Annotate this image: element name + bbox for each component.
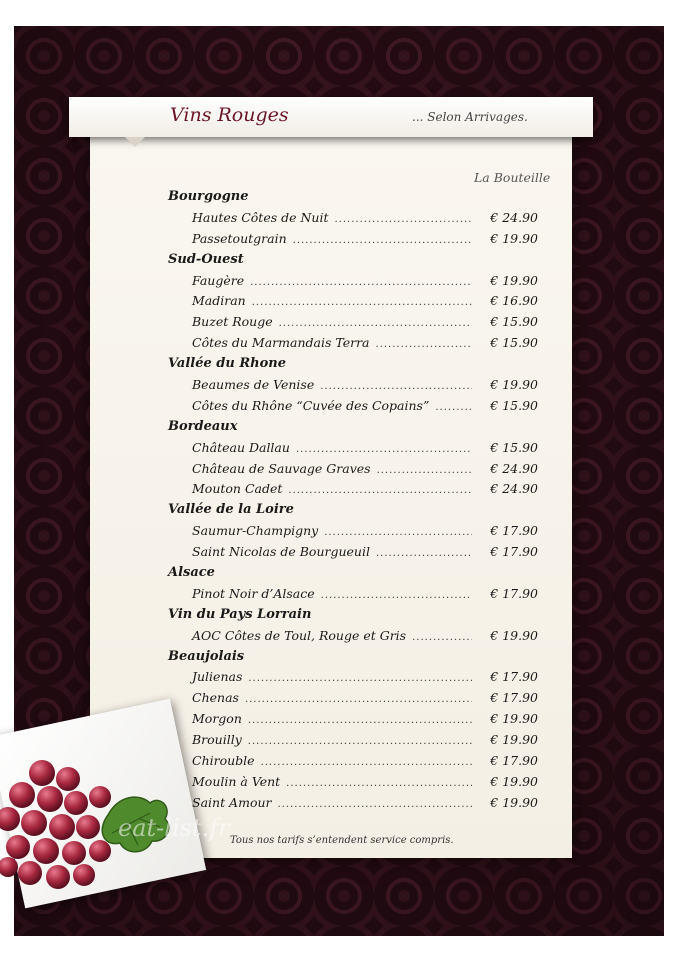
wine-row [168,396,538,417]
wine-row [168,584,538,605]
wine-price: € 15.90 [490,314,538,330]
wine-price: € 15.90 [490,335,538,351]
banner-fold [125,137,145,147]
wine-row [168,479,538,500]
wine-price: € 19.90 [490,794,538,810]
region-heading: Beaujolais [168,648,245,664]
dot-leader [377,461,472,482]
wine-row [168,542,538,563]
dot-leader [250,273,472,294]
wine-row [168,291,538,312]
dot-leader [324,523,472,544]
wine-price: € 19.90 [490,773,538,789]
wine-row [168,375,538,396]
dot-leader [335,210,473,231]
wine-price: € 17.90 [490,585,538,601]
wine-row [168,626,538,647]
wine-name: Chirouble [192,753,255,769]
wine-name: Brouilly [192,732,242,748]
wine-price: € 17.90 [490,523,538,539]
dot-leader [279,314,472,335]
wine-price: € 19.90 [490,732,538,748]
wine-row [168,667,538,688]
wine-name: AOC Côtes de Toul, Rouge et Gris [192,627,407,643]
region-heading: Vallée de la Loire [168,502,294,518]
wine-name: Faugère [192,272,245,288]
wine-name: Madiran [192,293,246,309]
wine-name: Château de Sauvage Graves [192,460,371,476]
dot-leader [278,795,473,816]
wine-name: Beaumes de Venise [192,377,315,393]
dot-leader [248,711,472,732]
wine-price: € 17.90 [490,669,538,685]
wine-price: € 19.90 [490,272,538,288]
wine-name: Pinot Noir d’Alsace [192,585,315,601]
wine-row [168,438,538,459]
wine-price: € 24.90 [490,481,538,497]
wine-price: € 17.90 [490,690,538,706]
wine-price: € 19.90 [490,711,538,727]
dot-leader [293,231,472,252]
wine-name: Morgon [192,711,242,727]
dot-leader [435,398,472,419]
dot-leader [376,335,472,356]
wine-row [168,730,538,751]
column-header-bottle: La Bouteille [474,170,551,185]
wine-row [168,271,538,292]
wine-name: Saint Amour [192,794,272,810]
wine-price: € 19.90 [490,377,538,393]
wine-row [168,229,538,250]
dot-leader [286,774,472,795]
watermark: eat-list.fr [118,814,230,842]
wine-name: Saumur-Champigny [192,523,319,539]
wine-name: Chenas [192,690,239,706]
footnote: Tous nos tarifs s’entendent service compris. [230,835,454,846]
dot-leader [248,669,472,690]
wine-price: € 17.90 [490,544,538,560]
region-heading: Bourgogne [168,189,249,204]
wine-list [168,187,538,814]
wine-row [168,312,538,333]
wine-price: € 17.90 [490,753,538,769]
dot-leader [376,544,472,565]
region-heading: Bordeaux [168,418,238,434]
wine-name: Mouton Cadet [192,481,283,497]
wine-name: Buzet Rouge [192,314,273,330]
dot-leader [412,628,472,649]
wine-row [168,772,538,793]
wine-row [168,709,538,730]
wine-name: Château Dallau [192,439,290,455]
wine-row [168,333,538,354]
region-heading: Alsace [168,565,215,581]
region-heading: Vin du Pays Lorrain [168,606,312,622]
dot-leader [288,481,472,502]
wine-price: € 15.90 [490,439,538,455]
wine-row [168,459,538,480]
dot-leader [252,293,472,314]
wine-price: € 24.90 [490,209,538,225]
wine-name: Hautes Côtes de Nuit [192,209,329,225]
region-heading: Sud-Ouest [168,251,244,267]
wine-name: Côtes du Marmandais Terra [192,335,370,351]
wine-name: Saint Nicolas de Bourgueuil [192,544,370,560]
wine-price: € 16.90 [490,293,538,309]
wine-price: € 15.90 [490,397,538,413]
wine-price: € 19.90 [490,230,538,246]
wine-price: € 24.90 [490,460,538,476]
wine-name: Passetoutgrain [192,230,287,246]
wine-row [168,793,538,814]
wine-row [168,208,538,229]
dot-leader [320,377,472,398]
dot-leader [321,586,472,607]
page-title: Vins Rouges [170,104,289,126]
wine-row [168,688,538,709]
page-subtitle: ... Selon Arrivages. [412,110,528,124]
region-heading: Vallée du Rhone [168,356,286,372]
wine-row [168,521,538,542]
wine-name: Côtes du Rhône “Cuvée des Copains” [192,397,430,413]
wine-row [168,751,538,772]
wine-price: € 19.90 [490,627,538,643]
wine-name: Moulin à Vent [192,773,281,789]
wine-name: Julienas [192,669,243,685]
dot-leader [261,753,472,774]
dot-leader [248,732,472,753]
dot-leader [245,690,472,711]
dot-leader [296,440,472,461]
